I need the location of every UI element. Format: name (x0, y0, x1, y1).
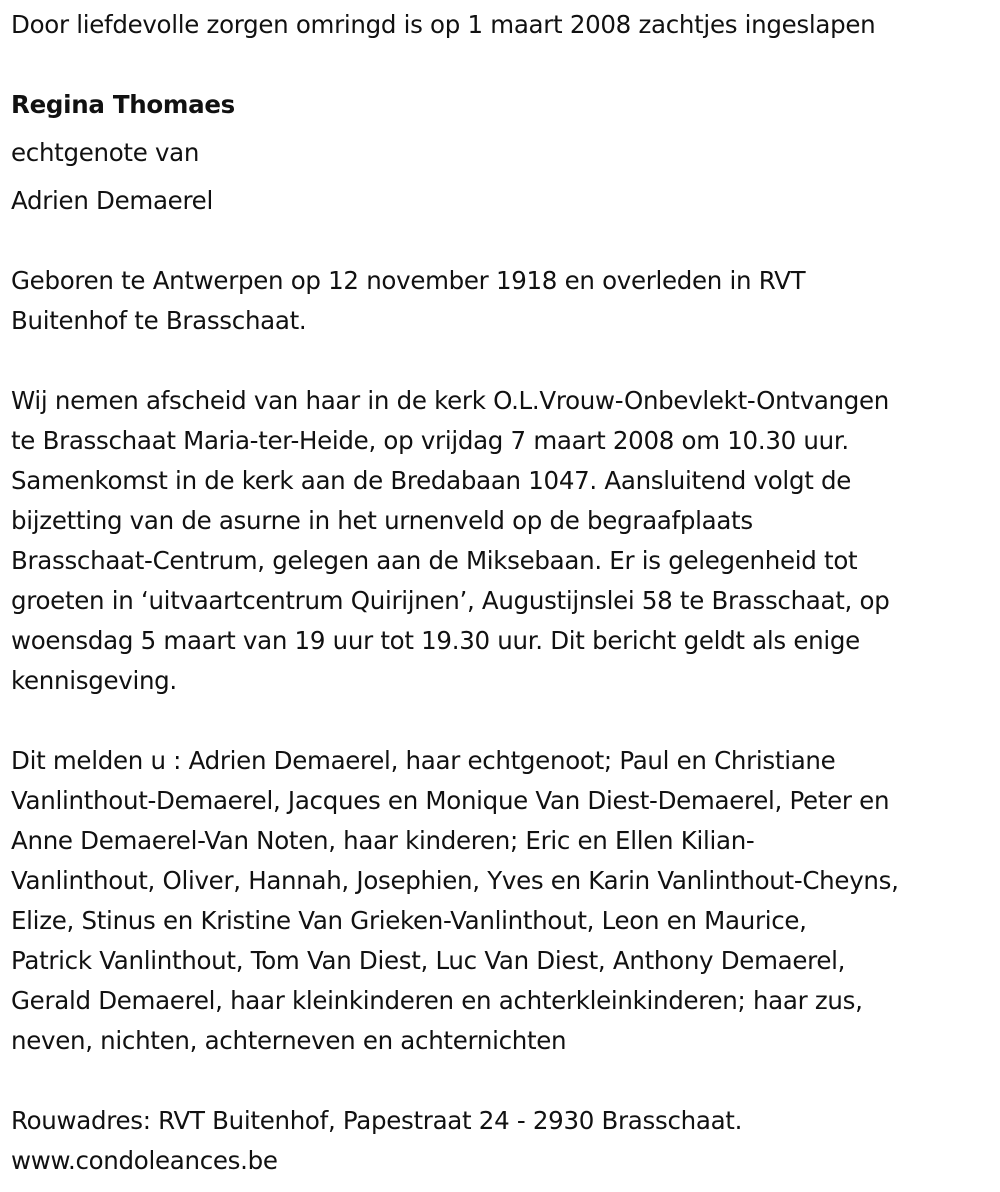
family-line-8: neven, nichten, achterneven en achternichten (11, 1026, 567, 1055)
deceased-name: Regina Thomaes (11, 90, 235, 119)
ceremony-line-8: kennisgeving. (11, 666, 177, 695)
ceremony-line-4: bijzetting van de asurne in het urnenveld op de begraafplaats (11, 506, 753, 535)
family-line-5: Elize, Stinus en Kristine Van Grieken-Vanlinthout, Leon en Maurice, (11, 906, 807, 935)
family-line-7: Gerald Demaerel, haar kleinkinderen en achterkleinkinderen; haar zus, (11, 986, 863, 1015)
birth-line-2: Buitenhof te Brasschaat. (11, 306, 307, 335)
family-line-4: Vanlinthout, Oliver, Hannah, Josephien, Yves en Karin Vanlinthout-Cheyns, (11, 866, 899, 895)
family-line-6: Patrick Vanlinthout, Tom Van Diest, Luc Van Diest, Anthony Demaerel, (11, 946, 846, 975)
family-line-1: Dit melden u : Adrien Demaerel, haar echtgenoot; Paul en Christiane (11, 746, 836, 775)
ceremony-line-3: Samenkomst in de kerk aan de Bredabaan 1047. Aansluitend volgt de (11, 466, 852, 495)
family-line-3: Anne Demaerel-Van Noten, haar kinderen; Eric en Ellen Kilian- (11, 826, 755, 855)
ceremony-line-6: groeten in ‘uitvaartcentrum Quirijnen’, Augustijnslei 58 te Brasschaat, op (11, 586, 890, 615)
ceremony-line-1: Wij nemen afscheid van haar in de kerk O.L.Vrouw-Onbevlekt-Ontvangen (11, 386, 890, 415)
mourning-address: Rouwadres: RVT Buitenhof, Papestraat 24 - 2930 Brasschaat. (11, 1106, 743, 1135)
birth-line-1: Geboren te Antwerpen op 12 november 1918 en overleden in RVT (11, 266, 806, 295)
ceremony-line-7: woensdag 5 maart van 19 uur tot 19.30 uur. Dit bericht geldt als enige (11, 626, 860, 655)
family-line-2: Vanlinthout-Demaerel, Jacques en Monique Van Diest-Demaerel, Peter en (11, 786, 890, 815)
ceremony-line-2: te Brasschaat Maria-ter-Heide, op vrijdag 7 maart 2008 om 10.30 uur. (11, 426, 849, 455)
spouse-name: Adrien Demaerel (11, 186, 213, 215)
relation-text: echtgenote van (11, 138, 200, 167)
intro-text: Door liefdevolle zorgen omringd is op 1 maart 2008 zachtjes ingeslapen (11, 10, 876, 39)
ceremony-line-5: Brasschaat-Centrum, gelegen aan de Miksebaan. Er is gelegenheid tot (11, 546, 858, 575)
website-link[interactable]: www.condoleances.be (11, 1146, 278, 1175)
